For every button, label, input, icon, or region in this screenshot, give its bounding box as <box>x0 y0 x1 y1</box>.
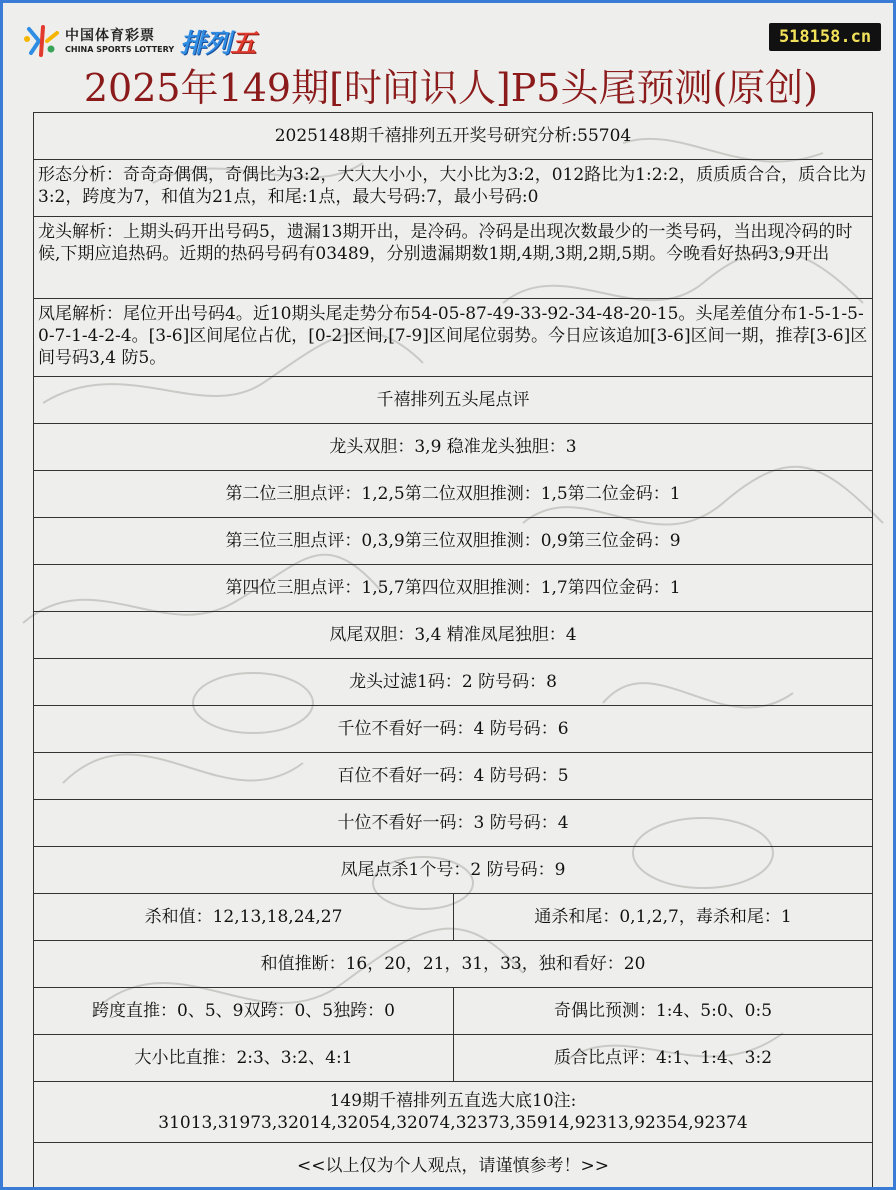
sum-prediction: 和值推断：16，20，21，31，33，独和看好：20 <box>34 941 873 987</box>
tail-pick: 凤尾双胆：3,4 精准凤尾独胆：4 <box>34 612 873 658</box>
ten-position: 十位不看好一码：3 防号码：4 <box>34 800 873 846</box>
tail-kill: 凤尾点杀1个号：2 防号码：9 <box>34 847 873 893</box>
hundred-position: 百位不看好一码：4 防号码：5 <box>34 753 873 799</box>
site-badge[interactable]: 518158.cn <box>769 23 881 51</box>
table-row <box>34 894 873 941</box>
table-row <box>34 800 873 847</box>
kill-tail: 通杀和尾：0,1,2,7，毒杀和尾：1 <box>454 894 873 940</box>
table-row <box>34 377 873 424</box>
table-row <box>34 941 873 988</box>
table-row <box>34 217 873 299</box>
table-row <box>34 1082 873 1143</box>
odd-even-prediction: 奇偶比预测：1:4、5:0、0:5 <box>454 988 873 1034</box>
analysis-title: 2025148期千禧排列五开奖号研究分析:55704 <box>34 113 873 159</box>
table-row <box>34 612 873 659</box>
brand-text-b: 五 <box>230 28 256 59</box>
sports-lottery-logo-icon <box>21 23 61 59</box>
table-row <box>34 299 873 377</box>
table-row <box>34 847 873 894</box>
table-row <box>34 753 873 800</box>
span-prediction: 跨度直推：0、5、9双跨：0、5独跨：0 <box>34 988 454 1034</box>
logo-text <box>65 29 174 54</box>
table-row <box>34 113 873 160</box>
disclaimer-footer: <<以上仅为个人观点，请谨慎参考！>> <box>34 1143 873 1189</box>
big-small-prediction: 大小比直推：2:3、3:2、4:1 <box>34 1035 454 1081</box>
table-row <box>34 160 873 217</box>
base-numbers-block <box>34 1082 873 1142</box>
base-numbers-list: 31013,31973,32014,32054,32074,32373,35914,92313,92354,92374 <box>158 1113 748 1133</box>
page-title: 2025年149期[时间识人]P5头尾预测(原创) <box>83 66 819 110</box>
prime-ratio-review: 质合比点评：4:1、1:4、3:2 <box>454 1035 873 1081</box>
logo-en-text: CHINA SPORTS LOTTERY <box>65 44 175 54</box>
table-row <box>34 424 873 471</box>
table-row <box>34 706 873 753</box>
tail-analysis: 凤尾解析：尾位开出号码4。近10期头尾走势分布54-05-87-49-33-92-34-48-20-15。头尾差值分布1-5-1-5-0-7-1-4-2-4。[3-6]区间尾位占优，[0-2]区间,[7-9]区间尾位弱势。今日应该追加[3-6]区间一期，推荐[3-6]区间号码3,4 防5。 <box>34 299 873 376</box>
third-position: 第三位三胆点评：0,3,9第三位双胆推测：0,9第三位金码：9 <box>34 518 873 564</box>
table-row <box>34 518 873 565</box>
logo-cn-text: 中国体育彩票 <box>65 27 155 44</box>
head-filter: 龙头过滤1码：2 防号码：8 <box>34 659 873 705</box>
lottery-logo <box>21 23 255 59</box>
thousand-position: 千位不看好一码：4 防号码：6 <box>34 706 873 752</box>
base-numbers-title: 149期千禧排列五直选大底10注: <box>329 1091 577 1111</box>
pailie5-brand <box>180 23 255 60</box>
head-analysis: 龙头解析：上期头码开出号码5，遗漏13期开出，是冷码。冷码是出现次数最少的一类号码，当出现冷码的时候,下期应追热码。近期的热码号码有03489，分别遗漏期数1期,4期,3期,2期,5期。今晚看好热码3,9开出 <box>34 217 873 298</box>
table-row <box>34 471 873 518</box>
second-position: 第二位三胆点评：1,2,5第二位双胆推测：1,5第二位金码：1 <box>34 471 873 517</box>
table-row <box>34 659 873 706</box>
prediction-table <box>33 112 873 1190</box>
table-row <box>34 1035 873 1082</box>
table-row <box>34 565 873 612</box>
head-pick: 龙头双胆：3,9 稳准龙头独胆：3 <box>34 424 873 470</box>
kill-sum: 杀和值：12,13,18,24,27 <box>34 894 454 940</box>
brand-text-a: 排列 <box>180 28 231 59</box>
table-row <box>34 1143 873 1190</box>
fourth-position: 第四位三胆点评：1,5,7第四位双胆推测：1,7第四位金码：1 <box>34 565 873 611</box>
review-title: 千禧排列五头尾点评 <box>34 377 873 423</box>
table-row <box>34 988 873 1035</box>
page-header <box>3 3 896 113</box>
form-analysis: 形态分析：奇奇奇偶偶，奇偶比为3:2，大大大小小，大小比为3:2，012路比为1:2:2，质质质合合，质合比为3:2，跨度为7，和值为21点，和尾:1点，最大号码:7，最小号码:0 <box>34 160 873 216</box>
